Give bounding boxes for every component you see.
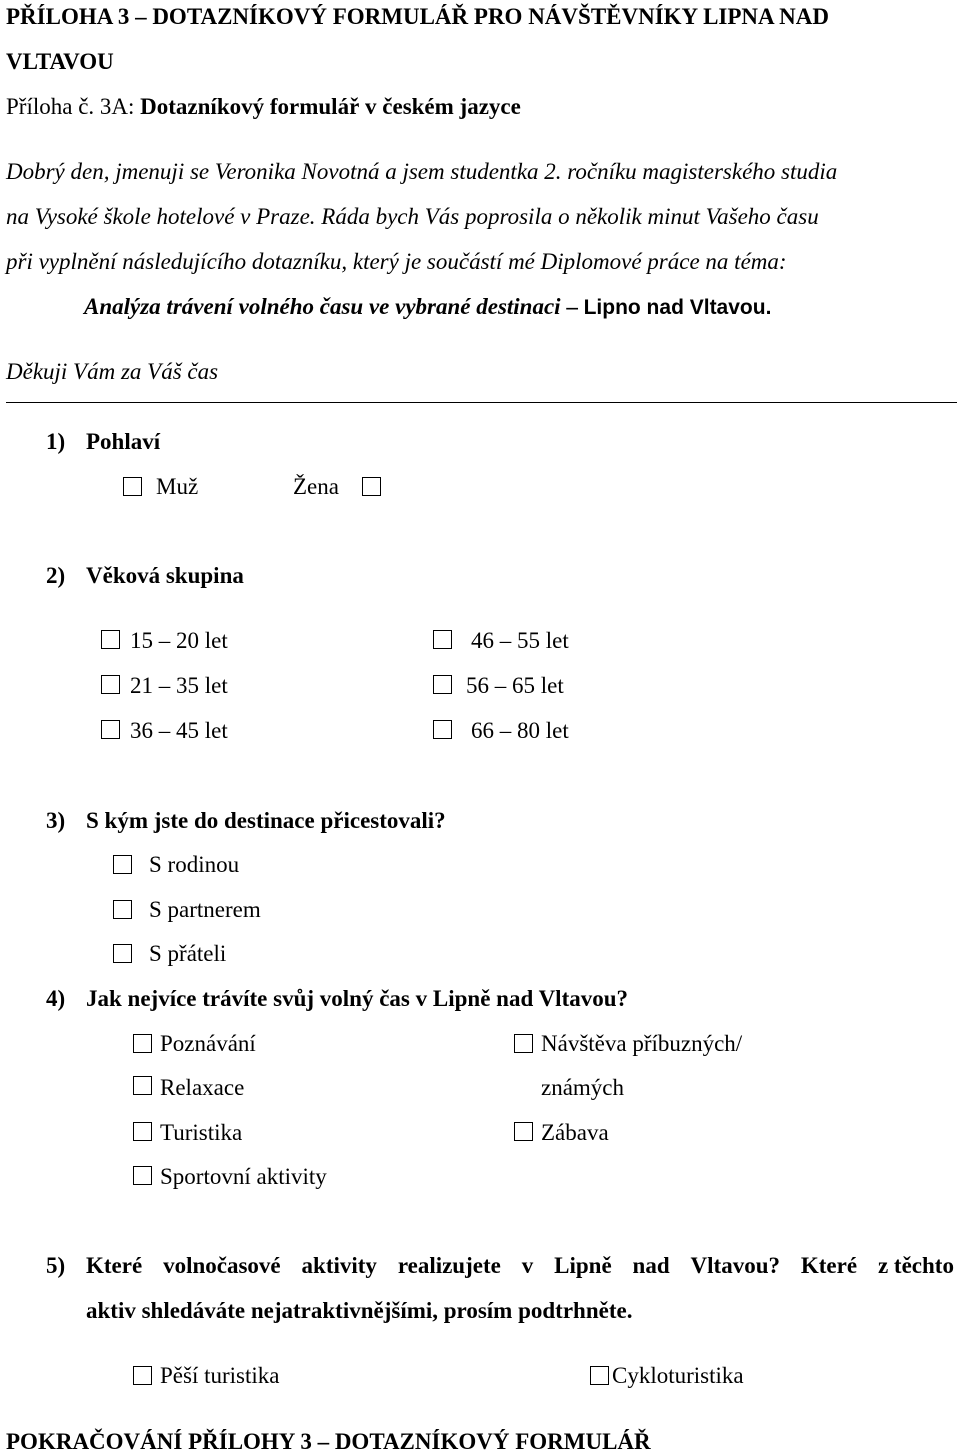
checkbox-relaxace[interactable] <box>133 1076 152 1095</box>
option-zabava: Zábava <box>541 1120 609 1145</box>
thesis-topic <box>84 295 771 318</box>
intro-line-1: Dobrý den, jmenuji se Veronika Novotná a jsem studentka 2. ročníku magisterského studia <box>6 159 838 184</box>
option-navsteva-line1: Návštěva příbuzných/ <box>541 1031 743 1056</box>
q5-word: Lipně <box>554 1253 612 1278</box>
checkbox-s-partnerem[interactable] <box>113 900 132 919</box>
q5-word: Které <box>800 1253 858 1278</box>
checkbox-sportovni-aktivity[interactable] <box>133 1166 152 1185</box>
option-age-66-80: 66 – 80 let <box>471 718 569 743</box>
checkbox-age-56-65[interactable] <box>433 675 452 694</box>
q3-number: 3) <box>46 808 66 833</box>
checkbox-zabava[interactable] <box>514 1122 533 1141</box>
intro-line-2: na Vysoké škole hotelové v Praze. Ráda bych Vás poprosila o několik minut Vašeho času <box>6 204 819 229</box>
q5-question-line1 <box>86 1254 954 1277</box>
option-sportovni-aktivity: Sportovní aktivity <box>160 1164 327 1189</box>
option-age-21-35: 21 – 35 let <box>130 673 228 698</box>
topic-title: Analýza trávení volného času ve vybrané destinaci <box>84 294 561 319</box>
option-cykloturistika: Cykloturistika <box>612 1363 744 1388</box>
option-turistika: Turistika <box>160 1120 243 1145</box>
checkbox-s-prateli[interactable] <box>113 944 132 963</box>
checkbox-navsteva[interactable] <box>514 1034 533 1053</box>
checkbox-s-rodinou[interactable] <box>113 855 132 874</box>
checkbox-poznavani[interactable] <box>133 1034 152 1053</box>
q1-question: Pohlaví <box>86 429 161 454</box>
q2-question: Věková skupina <box>86 563 244 588</box>
option-s-partnerem: S partnerem <box>149 897 261 922</box>
option-navsteva-line2: známých <box>541 1075 625 1100</box>
option-age-56-65: 56 – 65 let <box>466 673 564 698</box>
option-age-36-45: 36 – 45 let <box>130 718 228 743</box>
checkbox-zena[interactable] <box>362 477 381 496</box>
topic-place: Lipno nad Vltavou. <box>583 296 772 319</box>
q5-word: z těchto <box>877 1253 954 1278</box>
option-age-46-55: 46 – 55 let <box>471 628 569 653</box>
q5-number: 5) <box>46 1253 66 1278</box>
checkbox-age-36-45[interactable] <box>101 720 120 739</box>
option-age-15-20: 15 – 20 let <box>130 628 228 653</box>
checkbox-pesi-turistika[interactable] <box>133 1366 152 1385</box>
q5-question-line2: aktiv shledáváte nejatraktivnějšími, prosím podtrhněte. <box>86 1298 633 1323</box>
intro-line-3: při vyplnění následujícího dotazníku, který je součástí mé Diplomové práce na téma: <box>6 249 787 274</box>
checkbox-age-15-20[interactable] <box>101 630 120 649</box>
checkbox-turistika[interactable] <box>133 1122 152 1141</box>
appendix-subtitle <box>6 95 521 118</box>
checkbox-muz[interactable] <box>123 477 142 496</box>
option-zena: Žena <box>293 474 339 499</box>
q4-number: 4) <box>46 986 66 1011</box>
option-pesi-turistika: Pěší turistika <box>160 1363 280 1388</box>
q4-question: Jak nejvíce trávíte svůj volný čas v Lipně nad Vltavou? <box>86 986 629 1011</box>
q5-word: aktivity <box>301 1253 377 1278</box>
checkbox-cykloturistika[interactable] <box>590 1366 609 1385</box>
option-muz: Muž <box>156 474 199 499</box>
q5-word: v <box>521 1253 534 1278</box>
q5-word: realizujete <box>397 1253 501 1278</box>
subtitle-prefix: Příloha č. 3A: <box>6 94 141 119</box>
page-title-line2: VLTAVOU <box>6 49 114 74</box>
q5-word: Vltavou? <box>690 1253 780 1278</box>
checkbox-age-46-55[interactable] <box>433 630 452 649</box>
q5-word: Které <box>86 1253 143 1278</box>
topic-dash: – <box>560 294 584 319</box>
page-title-line1: PŘÍLOHA 3 – DOTAZNÍKOVÝ FORMULÁŘ PRO NÁVŠTĚVNÍKY LIPNA NAD <box>6 4 829 29</box>
q5-word: volnočasové <box>163 1253 281 1278</box>
q3-question: S kým jste do destinace přicestovali? <box>86 808 446 833</box>
q5-word: nad <box>632 1253 670 1278</box>
q2-number: 2) <box>46 563 66 588</box>
thanks-text: Děkuji Vám za Váš čas <box>6 359 219 384</box>
option-poznavani: Poznávání <box>160 1031 256 1056</box>
checkbox-age-21-35[interactable] <box>101 675 120 694</box>
divider <box>6 402 957 403</box>
subtitle-bold: Dotazníkový formulář v českém jazyce <box>140 94 521 119</box>
checkbox-age-66-80[interactable] <box>433 720 452 739</box>
option-s-rodinou: S rodinou <box>149 852 240 877</box>
q1-number: 1) <box>46 429 66 454</box>
option-relaxace: Relaxace <box>160 1075 245 1100</box>
option-s-prateli: S přáteli <box>149 941 227 966</box>
continuation-heading: POKRAČOVÁNÍ PŘÍLOHY 3 – DOTAZNÍKOVÝ FORMULÁŘ <box>6 1429 651 1454</box>
